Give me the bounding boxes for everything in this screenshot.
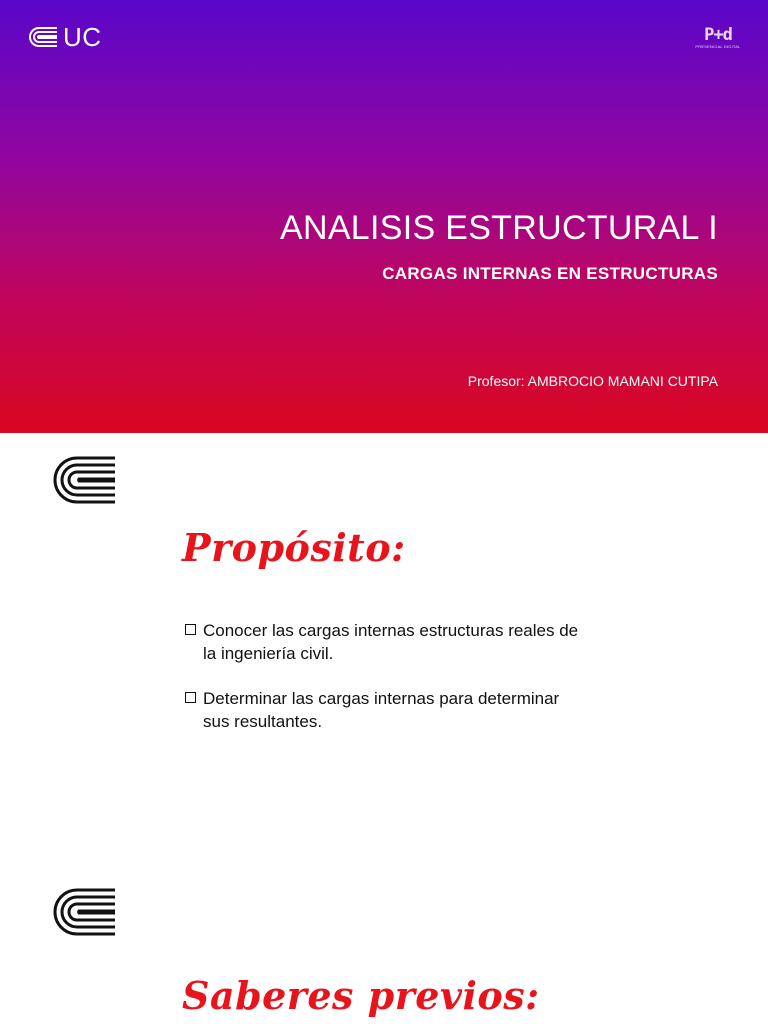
previous-knowledge-slide [0, 865, 768, 1024]
purpose-heading: Propósito: [182, 525, 406, 570]
list-item [183, 687, 583, 733]
uc-emblem-icon [28, 26, 58, 48]
previous-knowledge-heading: Saberes previos: [182, 973, 540, 1018]
course-title: ANALISIS ESTRUCTURAL I [280, 209, 718, 247]
checkbox-bullet-icon [185, 692, 196, 703]
pd-logo-subtitle: PRESENCIAL DIGITAL [695, 44, 741, 49]
purpose-slide [0, 433, 768, 865]
uc-logo [28, 24, 102, 50]
uc-logo-text: UC [63, 22, 102, 52]
presencial-digital-logo [694, 26, 742, 50]
list-item-text: Determinar las cargas internas para determinar sus resultantes. [203, 689, 560, 731]
list-item-text: Conocer las cargas internas estructuras reales de la ingeniería civil. [203, 621, 579, 663]
checkbox-bullet-icon [185, 624, 196, 635]
purpose-list [183, 619, 583, 755]
course-subtitle: CARGAS INTERNAS EN ESTRUCTURAS [382, 264, 718, 283]
title-slide [0, 0, 768, 433]
pd-logo-mark: P+d [704, 25, 732, 45]
professor-name: Profesor: AMBROCIO MAMANI CUTIPA [467, 373, 718, 389]
list-item [183, 619, 583, 665]
uc-emblem-icon [52, 887, 116, 937]
uc-emblem-icon [52, 455, 116, 505]
